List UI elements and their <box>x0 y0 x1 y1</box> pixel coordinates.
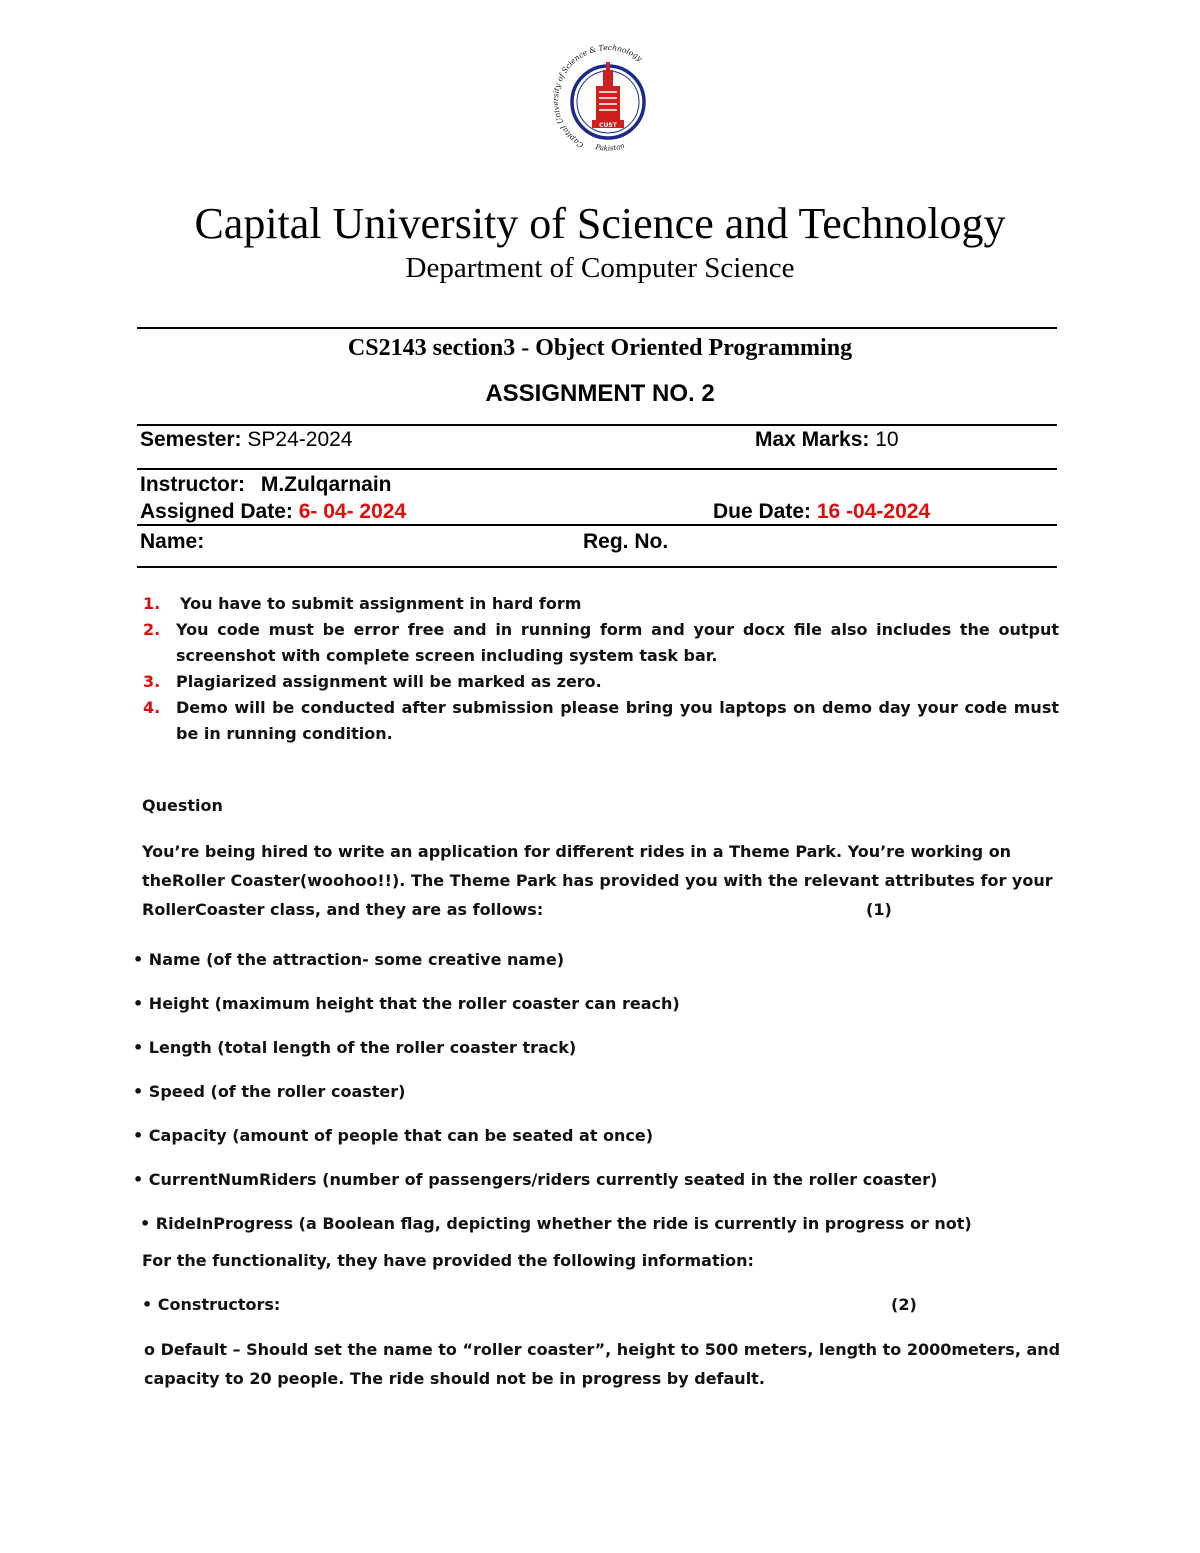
assignment-title: ASSIGNMENT NO. 2 <box>485 380 715 407</box>
functionality-text: For the functionality, they have provided the following information: <box>142 1251 754 1270</box>
intro-line: You’re being hired to write an application for different rides in a Theme Park. You’re working on <box>142 842 1012 861</box>
question-intro <box>142 837 1058 924</box>
default-line: o Default – Should set the name to “roller coaster”, height to 500 meters, length to 2000meters, and <box>144 1340 1061 1359</box>
intro-marks: (1) <box>866 900 892 919</box>
instruction-item <box>143 591 1059 617</box>
instruction-number: 3. <box>143 672 161 691</box>
divider-2 <box>137 468 1057 470</box>
attributes-list <box>133 938 972 1246</box>
max-marks-label: Max Marks: <box>755 428 870 451</box>
max-marks-field <box>755 427 899 453</box>
instruction-item <box>143 617 1059 669</box>
attribute-item: • Speed (of the roller coaster) <box>133 1082 406 1101</box>
instruction-number: 2. <box>143 620 161 639</box>
instructor-value: M.Zulqarnain <box>260 473 392 496</box>
intro-line: RollerCoaster class, and they are as follows: <box>142 900 544 919</box>
logo-ring-bottom: Pakistan <box>594 141 626 153</box>
instruction-number: 1. <box>143 594 161 613</box>
university-title: Capital University of Science and Technology <box>194 199 1006 248</box>
due-date-value: 16 -04-2024 <box>816 500 931 523</box>
department-title: Department of Computer Science <box>405 252 795 284</box>
instruction-text: You have to submit assignment in hard form <box>180 594 582 613</box>
instruction-item <box>143 695 1059 747</box>
due-date-label: Due Date: <box>713 500 812 523</box>
divider-top <box>137 327 1057 329</box>
name-field <box>140 529 204 555</box>
divider-1 <box>137 424 1057 426</box>
logo-ring-text: Capital University of Science & Technology <box>551 42 644 150</box>
intro-line: theRoller Coaster(woohoo!!). The Theme Park has provided you with the relevant attributes for your <box>142 871 1053 890</box>
assigned-date-label: Assigned Date: <box>140 500 293 523</box>
attribute-item: • Capacity (amount of people that can be seated at once) <box>133 1126 654 1145</box>
instructor-field <box>140 472 392 498</box>
attribute-item: • Name (of the attraction- some creative name) <box>133 950 565 969</box>
due-date-field <box>713 499 930 525</box>
constructors-item: • Constructors: <box>142 1295 281 1314</box>
instructor-label: Instructor: <box>140 473 245 496</box>
logo-badge: CUST <box>599 122 617 129</box>
attribute-item: • Length (total length of the roller coaster track) <box>133 1038 577 1057</box>
semester-field <box>140 427 353 453</box>
divider-3 <box>137 524 1057 526</box>
course-title: CS2143 section3 - Object Oriented Programming <box>347 335 853 361</box>
assigned-date-value: 6- 04- 2024 <box>298 500 407 523</box>
constructors-marks: (2) <box>891 1295 917 1314</box>
instructions-list <box>143 591 1059 747</box>
attribute-item: • Height (maximum height that the roller coaster can reach) <box>133 994 680 1013</box>
university-logo <box>548 40 668 165</box>
instruction-text: Plagiarized assignment will be marked as zero. <box>176 672 602 691</box>
instruction-item <box>143 669 1059 695</box>
reg-no-field <box>583 529 668 555</box>
attribute-item: • RideInProgress (a Boolean flag, depicting whether the ride is currently in progress or not) <box>140 1214 972 1233</box>
instruction-number: 4. <box>143 698 161 717</box>
default-constructor <box>144 1335 1060 1393</box>
attribute-item: • CurrentNumRiders (number of passengers/riders currently seated in the roller coaster) <box>133 1170 938 1189</box>
question-heading: Question <box>142 796 223 815</box>
name-label: Name: <box>140 530 205 553</box>
semester-label: Semester: <box>140 428 242 451</box>
reg-no-label: Reg. No. <box>583 530 669 553</box>
default-line: capacity to 20 people. The ride should not be in progress by default. <box>144 1369 765 1388</box>
assigned-date-field <box>140 499 406 525</box>
instruction-text: You code must be error free and in running form and your docx file also includes the output screenshot with complete screen including system task bar. <box>176 620 1059 665</box>
instruction-text: Demo will be conducted after submission please bring you laptops on demo day your code must be in running condition. <box>176 698 1059 743</box>
divider-4 <box>137 566 1057 568</box>
semester-value: SP24-2024 <box>247 428 353 451</box>
max-marks-value: 10 <box>875 428 899 451</box>
